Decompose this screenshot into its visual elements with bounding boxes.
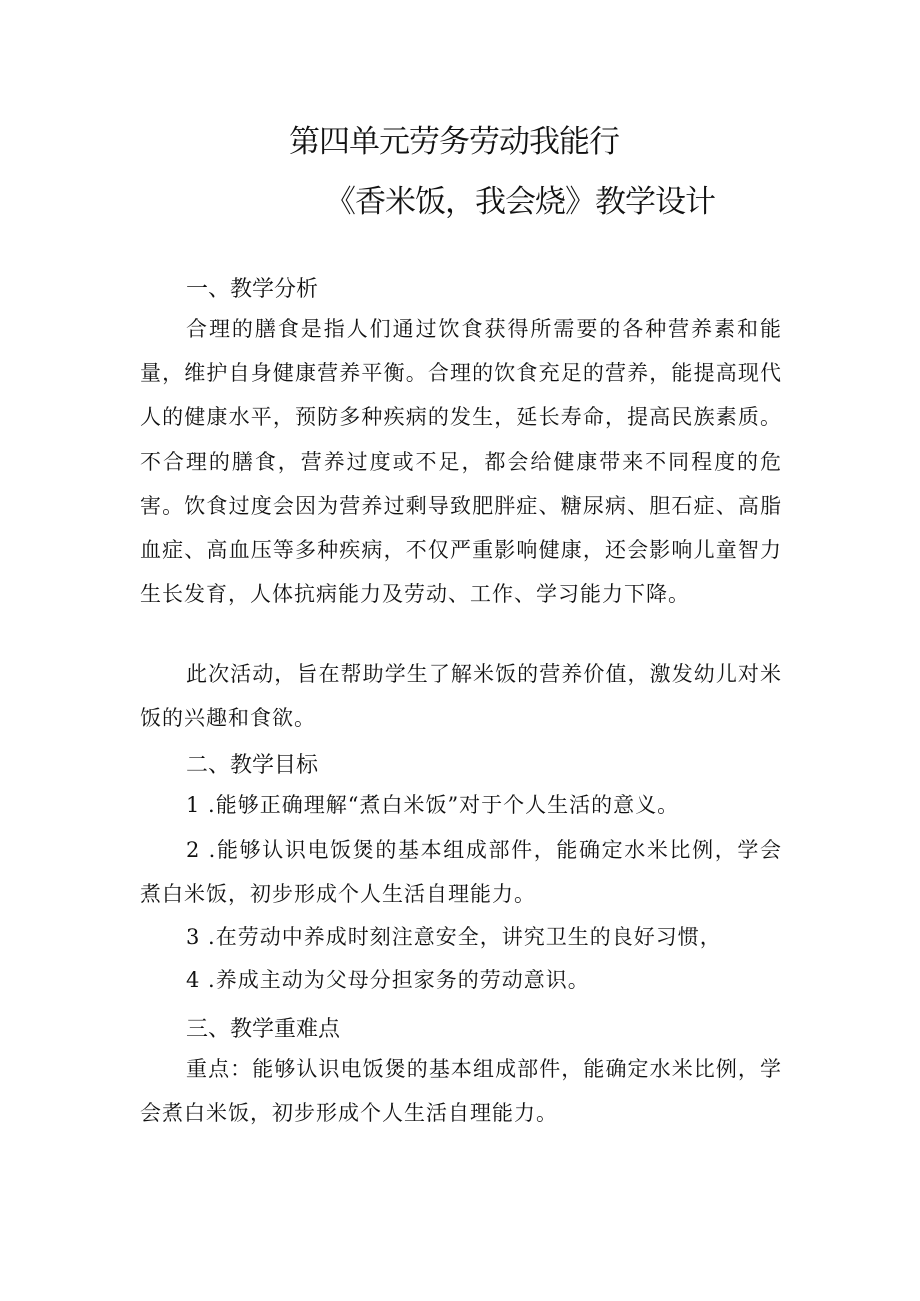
objective-item-4: 4 .养成主动为父母分担家务的劳动意识。 xyxy=(186,968,590,992)
section-heading-key-points: 三、教学重难点 xyxy=(186,1017,341,1042)
key-points-paragraph: 重点：能够认识电饭煲的基本组成部件，能确定水米比例，学会煮白米饭，初步形成个人生活自理能力。 xyxy=(140,1057,782,1126)
objective-item-1: 1 .能够正确理解“煮白米饭”对于个人生活的意义。 xyxy=(186,793,680,817)
document-title-lesson: 《香米饭，我会烧》教学设计 xyxy=(325,184,715,220)
analysis-paragraph-2: 此次活动，旨在帮助学生了解米饭的营养价值，激发幼儿对米饭的兴趣和食欲。 xyxy=(140,662,782,731)
objective-item-2: 2 .能够认识电饭煲的基本组成部件，能确定水米比例，学会煮白米饭，初步形成个人生活自理能力。 xyxy=(140,838,782,907)
objective-item-3: 3 .在劳动中养成时刻注意安全，讲究卫生的良好习惯， xyxy=(186,925,722,949)
analysis-paragraph-1: 合理的膳食是指人们通过饮食获得所需要的各种营养素和能量，维护自身健康营养平衡。合理的饮食充足的营养，能提高现代人的健康水平，预防多种疾病的发生，延长寿命，提高民族素质。不合理的膳食，营养过度或不足，都会给健康带来不同程度的危害。饮食过度会因为营养过剩导致肥胖症、糖尿病、胆石症、高脂血症、高血压等多种疾病，不仅严重影响健康，还会影响儿童智力生长发育，人体抗病能力及劳动、工作、学习能力下降。 xyxy=(140,317,782,607)
section-heading-analysis: 一、教学分析 xyxy=(186,277,319,302)
document-title-unit: 第四单元劳务劳动我能行 xyxy=(289,124,619,160)
section-heading-objectives: 二、教学目标 xyxy=(186,753,319,778)
